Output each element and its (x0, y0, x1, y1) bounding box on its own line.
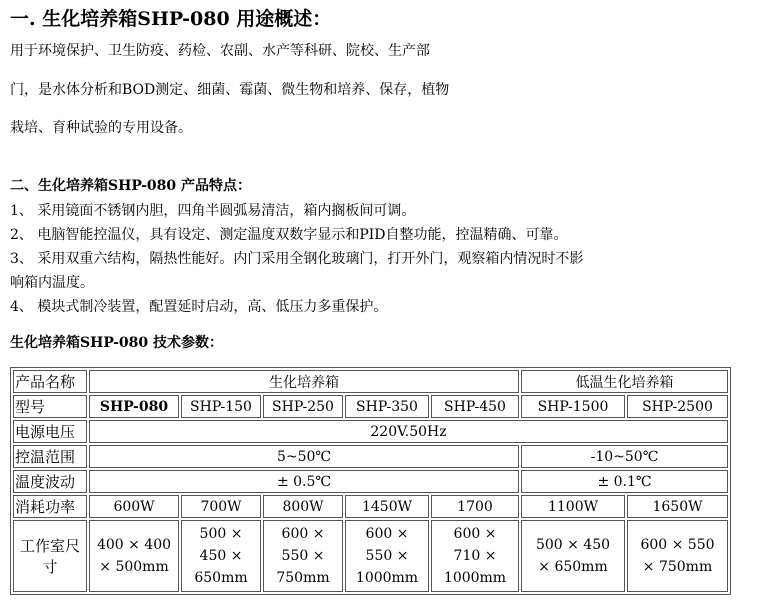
size-line: 400 × 400 (96, 537, 172, 553)
size-line: 1000mm (443, 570, 507, 586)
power-cell: 1450W (345, 495, 429, 518)
model-cell: SHP-450 (431, 395, 519, 418)
range-b-cell: -10~50℃ (521, 445, 728, 468)
size-line: 600 × (281, 526, 325, 542)
feature-item: 4、 模块式制冷装置，配置延时启动，高、低压力多重保护。 (10, 299, 388, 315)
model-cell: SHP-150 (181, 395, 261, 418)
size-line: × 650mm (538, 559, 608, 575)
size-line: 450 × (199, 548, 243, 564)
section1-line: 门，是水体分析和BOD测定、细菌、霉菌、微生物和培养、保存，植物 (10, 82, 450, 98)
section3-title: 生化培养箱SHP-080 技术参数： (10, 335, 224, 351)
size-line: × 500mm (99, 559, 169, 575)
section1-line: 栽培、育种试验的专用设备。 (10, 120, 192, 136)
size-cell (627, 520, 728, 592)
size-cell (263, 520, 343, 592)
size-line: 550 × (365, 548, 409, 564)
size-line: 1000mm (355, 570, 419, 586)
table-row (13, 395, 728, 418)
table-row (13, 520, 728, 592)
row-header: 型号 (13, 395, 87, 418)
size-line: 600 × 550 (640, 537, 715, 553)
row-header: 控温范围 (13, 445, 87, 468)
power-cell: 1700 (431, 495, 519, 518)
power-cell: 1650W (627, 495, 728, 518)
power-cell: 700W (181, 495, 261, 518)
size-cell (345, 520, 429, 592)
table-row (13, 445, 728, 468)
power-cell: 800W (263, 495, 343, 518)
group-a-name: 生化培养箱 (89, 370, 519, 393)
row-header: 产品名称 (13, 370, 87, 393)
size-cell (181, 520, 261, 592)
table-row (13, 370, 728, 393)
size-cell (431, 520, 519, 592)
row-header: 温度波动 (13, 470, 87, 493)
size-cell (89, 520, 179, 592)
section2-title: 二、生化培养箱SHP-080 产品特点： (10, 178, 252, 194)
size-line: × 750mm (642, 559, 713, 575)
feature-item: 1、 采用镜面不锈钢内胆，四角半圆弧易清洁，箱内搁板间可调。 (10, 203, 416, 219)
model-cell: SHP-250 (263, 395, 343, 418)
voltage-cell: 220V.50Hz (89, 420, 728, 443)
fluct-b-cell: ± 0.1℃ (521, 470, 728, 493)
row-header: 消耗功率 (13, 495, 87, 518)
feature-item: 2、 电脑智能控温仪，具有设定、测定温度双数字显示和PID自整功能，控温精确、可靠。 (10, 227, 568, 243)
power-cell: 1100W (521, 495, 625, 518)
model-cell: SHP-2500 (627, 395, 728, 418)
section1-line: 用于环境保护、卫生防疫、药检、农副、水产等科研、院校、生产部 (10, 43, 430, 59)
size-line: 710 × (453, 548, 497, 564)
size-line: 600 × (365, 526, 409, 542)
size-line: 750mm (276, 570, 330, 586)
feature-item: 3、 采用双重六结构，隔热性能好。内门采用全钢化玻璃门，打开外门，观察箱内情况时不影 (10, 251, 584, 267)
table-row (13, 420, 728, 443)
size-cell (521, 520, 625, 592)
power-cell: 600W (89, 495, 179, 518)
row-header: 电源电压 (13, 420, 87, 443)
model-cell: SHP-080 (89, 395, 179, 418)
table-row (13, 470, 728, 493)
range-a-cell: 5~50℃ (89, 445, 519, 468)
group-b-name: 低温生化培养箱 (521, 370, 728, 393)
size-line: 600 × (453, 526, 497, 542)
table-row (13, 495, 728, 518)
size-line: 650mm (194, 570, 248, 586)
section1-title: 一. 生化培养箱SHP-080 用途概述： (10, 8, 332, 30)
size-line: 550 × (281, 548, 325, 564)
model-cell: SHP-350 (345, 395, 429, 418)
fluct-a-cell: ± 0.5℃ (89, 470, 519, 493)
spec-table (10, 367, 731, 595)
row-header: 工作室尺寸 (13, 520, 87, 592)
size-line: 500 × (199, 526, 243, 542)
feature-item: 响箱内温度。 (10, 275, 94, 291)
model-cell: SHP-1500 (521, 395, 625, 418)
size-line: 500 × 450 (535, 537, 611, 553)
